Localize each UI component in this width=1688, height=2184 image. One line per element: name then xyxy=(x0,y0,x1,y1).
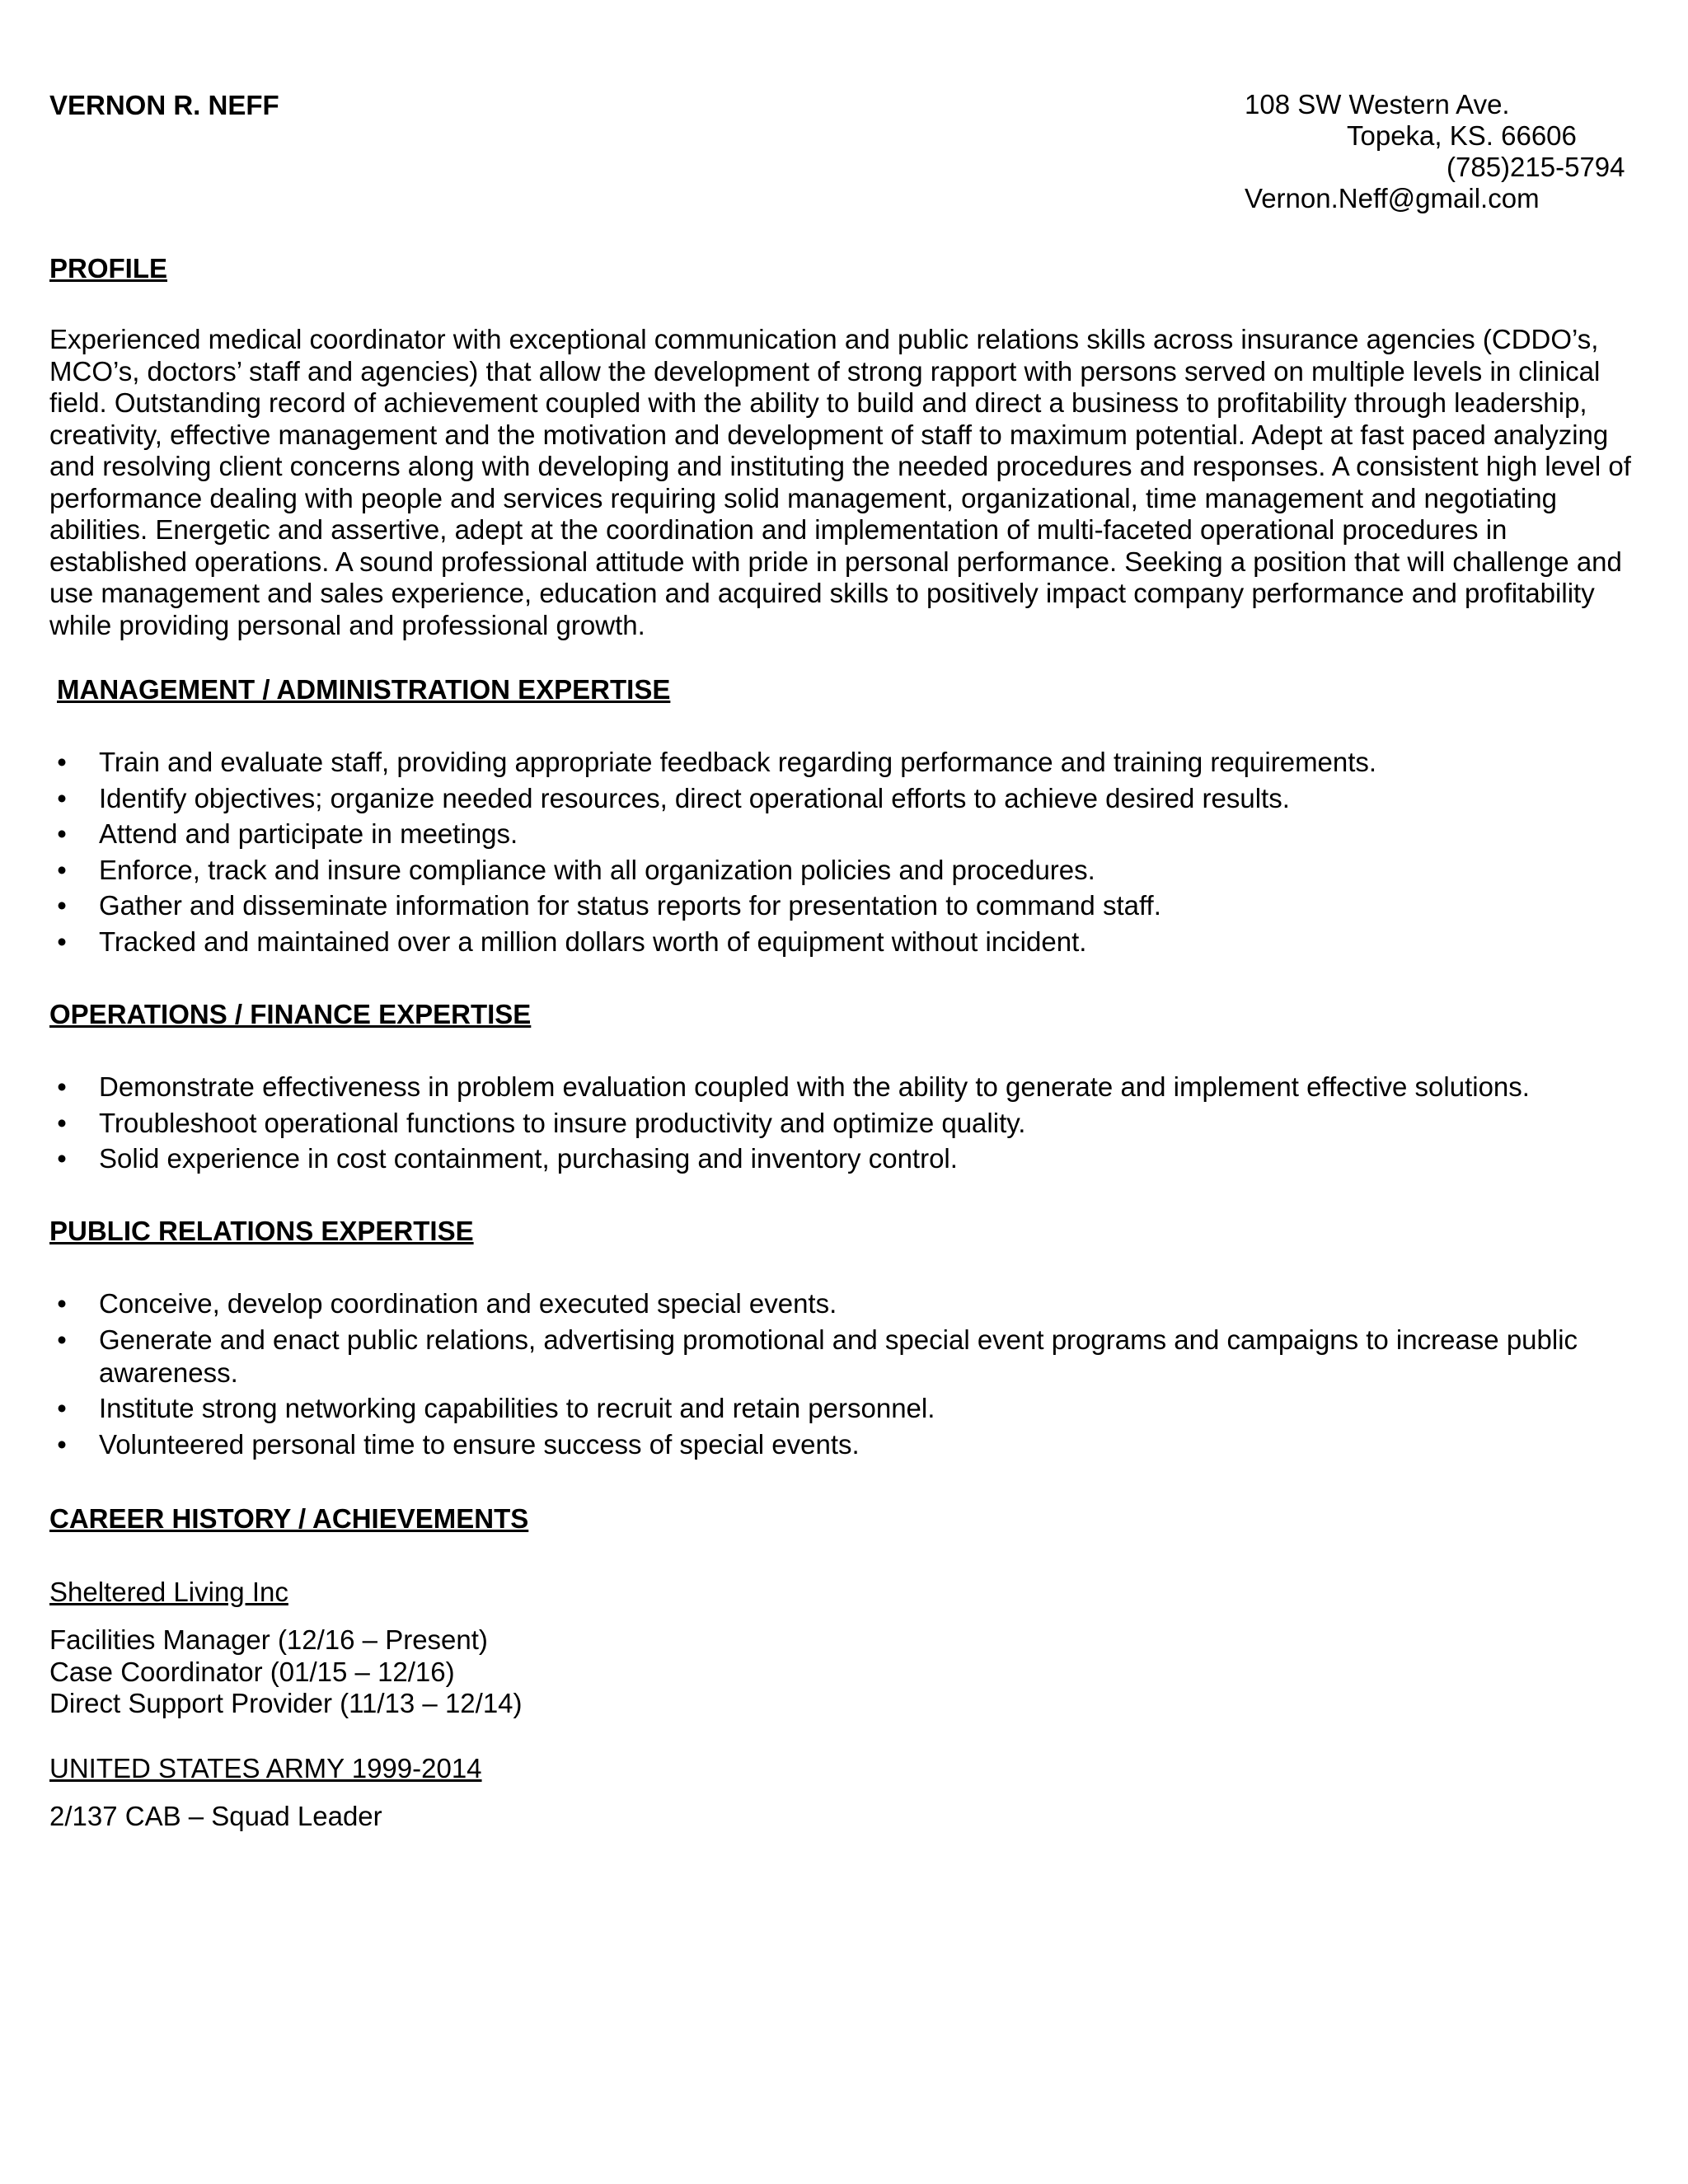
list-item: • Solid experience in cost containment, purchasing and inventory control. xyxy=(49,1142,1640,1175)
employer-1-roles xyxy=(49,1624,523,1720)
public-relations-heading: PUBLIC RELATIONS EXPERTISE xyxy=(49,1216,474,1246)
role-item: Direct Support Provider (11/13 – 12/14) xyxy=(49,1688,523,1718)
list-item: • Identify objectives; organize needed resources, direct operational efforts to achieve desired results. xyxy=(49,782,1640,815)
bullet-icon: • xyxy=(57,890,67,921)
list-item: • Gather and disseminate information for status reports for presentation to command staff. xyxy=(49,889,1640,922)
list-item: • Demonstrate effectiveness in problem evaluation coupled with the ability to generate and implement effective solutions. xyxy=(49,1071,1640,1104)
bullet-icon: • xyxy=(57,1288,67,1319)
address-line-1: 108 SW Western Ave. xyxy=(1245,89,1510,120)
operations-heading: OPERATIONS / FINANCE EXPERTISE xyxy=(49,999,532,1029)
phone-number: (785)215-5794 xyxy=(1447,152,1625,182)
bullet-icon: • xyxy=(57,1143,67,1174)
role-item: Facilities Manager (12/16 – Present) xyxy=(49,1624,488,1655)
management-heading: MANAGEMENT / ADMINISTRATION EXPERTISE xyxy=(57,674,671,705)
candidate-name: VERNON R. NEFF xyxy=(49,90,279,120)
address-line-2: Topeka, KS. 66606 xyxy=(1347,120,1577,151)
bullet-icon: • xyxy=(57,1428,67,1460)
list-item: • Institute strong networking capabilities to recruit and retain personnel. xyxy=(49,1392,1640,1425)
list-item: • Enforce, track and insure compliance with all organization policies and procedures. xyxy=(49,854,1640,887)
list-item: • Attend and participate in meetings. xyxy=(49,818,1640,851)
list-item: • Generate and enact public relations, advertising promotional and special event programs and campaigns to increase public awareness. xyxy=(49,1324,1640,1390)
management-list xyxy=(49,746,1640,961)
contact-block xyxy=(1245,89,1673,214)
operations-list xyxy=(49,1071,1640,1179)
employer-2-roles xyxy=(49,1801,382,1833)
employer-sheltered-living: Sheltered Living Inc xyxy=(49,1577,288,1607)
career-heading: CAREER HISTORY / ACHIEVEMENTS xyxy=(49,1503,529,1534)
list-item: • Tracked and maintained over a million dollars worth of equipment without incident. xyxy=(49,926,1640,958)
profile-paragraph: Experienced medical coordinator with exceptional communication and public relations skills across insurance agencies (CDDO’s, MCO’s, doctors’ staff and agencies) that allow the development of strong rapport with persons served on multiple levels in clinical field. Outstanding record of achievement coupled with the ability to build and direct a business to profitability through leadership, creativity, effective management and the motivation and development of staff to maximum potential. Adept at fast paced analyzing and resolving client concerns along with developing and instituting the needed procedures and responses. A consistent high level of performance dealing with people and services requiring solid management, organizational, time management and negotiating abilities. Energetic and assertive, adept at the coordination and implementation of multi-faceted operational procedures in established operations. A sound professional attitude with pride in personal performance. Seeking a position that will challenge and use management and sales experience, education and acquired skills to positively impact company performance and profitability while providing personal and professional growth. xyxy=(49,324,1631,640)
public-relations-list xyxy=(49,1287,1640,1464)
email-address: Vernon.Neff@gmail.com xyxy=(1245,183,1540,213)
list-item: • Train and evaluate staff, providing appropriate feedback regarding performance and training requirements. xyxy=(49,746,1640,779)
bullet-icon: • xyxy=(57,1107,67,1138)
bullet-icon: • xyxy=(57,926,67,957)
bullet-icon: • xyxy=(57,818,67,849)
bullet-icon: • xyxy=(57,854,67,885)
resume-page xyxy=(49,0,1640,2184)
list-item: • Troubleshoot operational functions to insure productivity and optimize quality. xyxy=(49,1107,1640,1140)
bullet-icon: • xyxy=(57,1324,67,1355)
profile-heading: PROFILE xyxy=(49,253,168,284)
employer-us-army: UNITED STATES ARMY 1999-2014 xyxy=(49,1753,482,1783)
list-item: • Conceive, develop coordination and executed special events. xyxy=(49,1287,1640,1320)
bullet-icon: • xyxy=(57,747,67,777)
list-item: • Volunteered personal time to ensure success of special events. xyxy=(49,1428,1640,1461)
role-item: Case Coordinator (01/15 – 12/16) xyxy=(49,1656,455,1687)
role-item: 2/137 CAB – Squad Leader xyxy=(49,1801,382,1831)
bullet-icon: • xyxy=(57,1071,67,1102)
bullet-icon: • xyxy=(57,1393,67,1423)
bullet-icon: • xyxy=(57,782,67,813)
